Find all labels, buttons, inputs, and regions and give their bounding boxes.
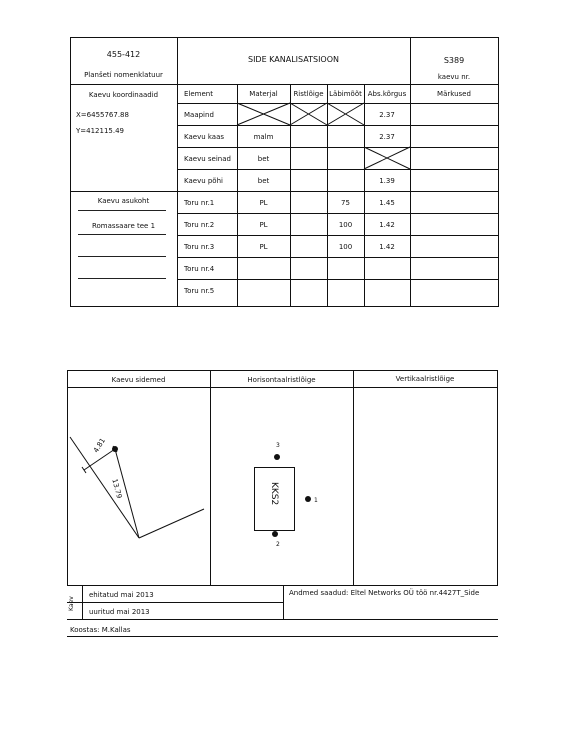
row-elevation: 1.42 [379,243,395,251]
row-element: Kaevu kaas [184,133,225,141]
coordinate-y: Y=412115.49 [76,127,124,135]
col-header-section: Ristlõige [293,90,324,98]
surveyed-date: uuritud mai 2013 [89,608,150,616]
row-element: Toru nr.2 [184,221,215,229]
row-element: Kaevu seinad [184,155,231,163]
map-sheet-code: 455-412 [106,50,141,59]
row-material: PL [259,221,268,229]
row-material: bet [257,177,270,185]
row-diameter: 75 [341,199,350,207]
pipe-label-1: 1 [314,497,318,504]
row-elevation: 1.42 [379,221,395,229]
col-header-material: Materjal [249,90,278,98]
row-element: Maapind [184,111,214,119]
data-source: Andmed saadud: Eltel Networks OÜ töö nr.4427T_Side [289,589,480,597]
location-address: Romassaare tee 1 [91,222,156,230]
page-title: SIDE KANALISATSIOON [247,55,340,64]
row-elevation: 2.37 [379,133,395,141]
row-diameter: 100 [338,243,353,251]
dimension-label: 4.81 [92,436,108,455]
col-header-notes: Märkused [437,90,471,98]
row-material: PL [259,199,268,207]
well-number-label: kaevu nr. [437,73,471,81]
panel-title-vertical: Vertikaalristlõige [395,375,455,383]
panel-title-links: Kaevu sidemed [111,376,166,384]
col-header-elevation: Abs.kõrgus [367,90,407,98]
location-label: Kaevu asukoht [97,197,150,205]
col-header-diameter: Läbimõõt [329,90,362,98]
row-material: PL [259,243,268,251]
row-elevation: 1.45 [379,199,395,207]
dimension-label: 13.79 [110,478,124,500]
row-element: Toru nr.1 [184,199,215,207]
col-header-element: Element [184,90,213,98]
row-element: Toru nr.3 [184,243,215,251]
side-label: Kaev [68,596,75,611]
well-label: KKS2 [269,482,279,506]
row-material: malm [253,133,274,141]
row-elevation: 2.37 [379,111,395,119]
well-number: S389 [443,56,465,65]
coordinate-x: X=6455767.88 [76,111,129,119]
row-element: Kaevu põhi [184,177,223,185]
row-elevation: 1.39 [379,177,395,185]
map-sheet-label: Planšeti nomenklatuur [84,71,163,79]
pipe-label-2: 2 [276,541,280,548]
row-element: Toru nr.4 [184,265,215,273]
row-element: Toru nr.5 [184,287,215,295]
pipe-label-3: 3 [276,442,280,449]
row-diameter: 100 [338,221,353,229]
built-date: ehitatud mai 2013 [89,591,154,599]
panel-title-horizontal: Horisontaalristlõige [247,376,316,384]
coordinates-label: Kaevu koordinaadid [88,91,159,99]
compiled-by: Koostas: M.Kallas [70,626,131,634]
row-material: bet [257,155,270,163]
